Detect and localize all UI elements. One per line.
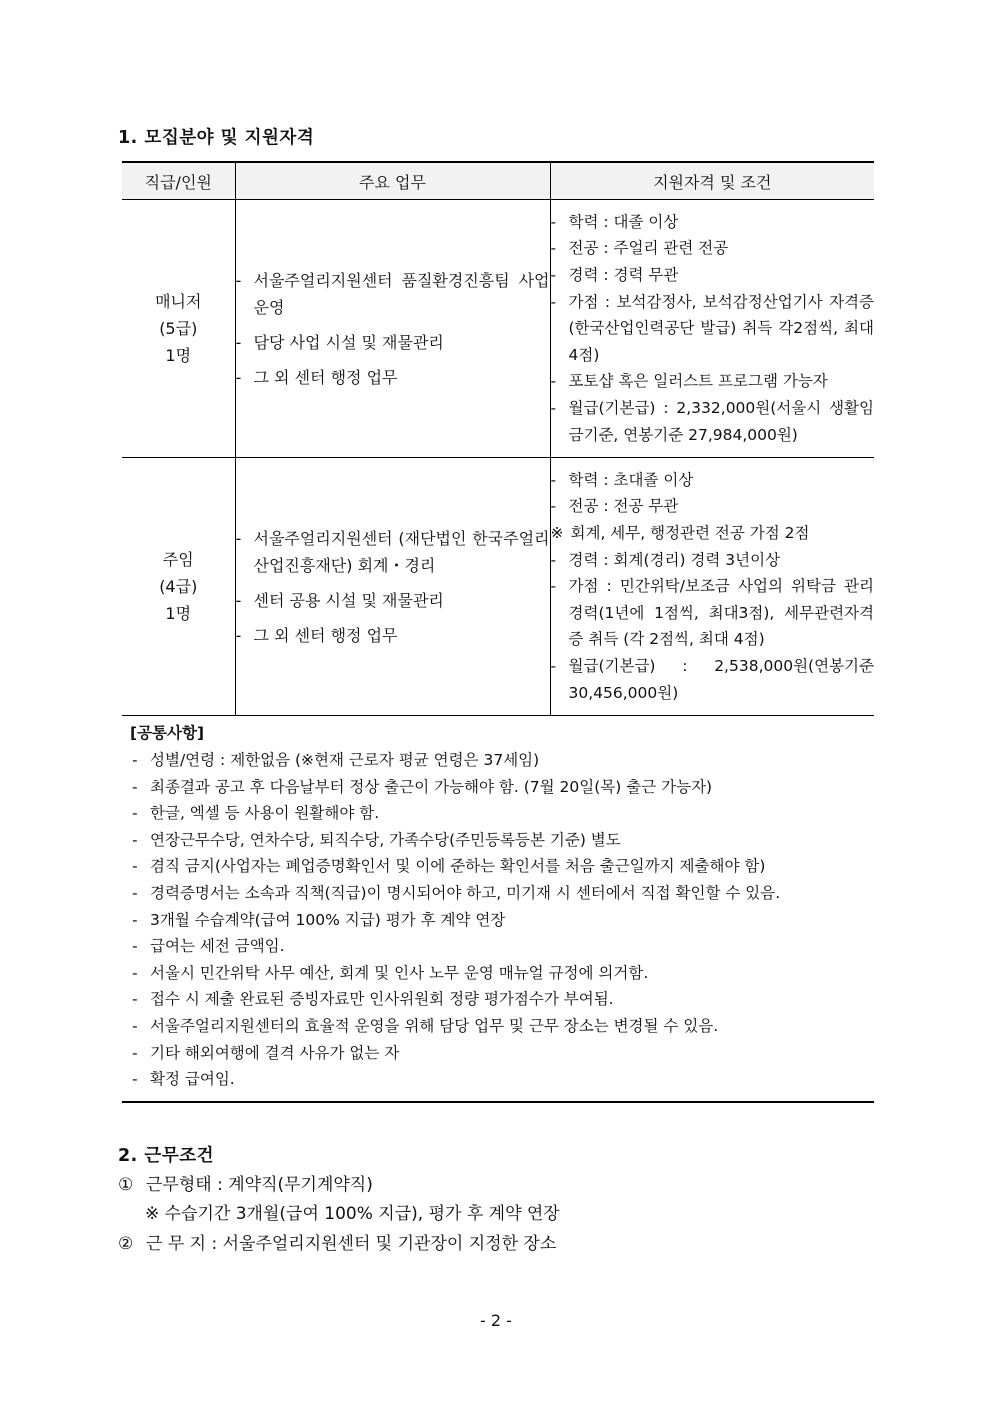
qualification-item: - 월급(기본급) : 2,332,000원(서울시 생활임금기준, 연봉기준 27,984,000원) [550, 398, 874, 444]
qualification-item: - 가점 : 민간위탁/보조금 사업의 위탁금 관리 경력(1년에 1점씩, 최대3점), 세무관련자격증 취득 (각 2점씩, 최대 4점) [550, 577, 874, 649]
recruitment-table [122, 161, 874, 716]
common-item: - 서울시 민간위탁 사무 예산, 회계 및 인사 노무 운영 매뉴얼 규정에 의거함. [132, 963, 649, 982]
qualification-item: - 학력 : 대졸 이상 [550, 212, 679, 231]
qualification-item: - 경력 : 회계(경리) 경력 3년이상 [550, 550, 781, 569]
common-item: - 접수 시 제출 완료된 증빙자료만 인사위원회 정량 평가점수가 부여됨. [132, 990, 614, 1009]
section-title-conditions: 2. 근무조건 [118, 1146, 215, 1166]
table-header-row [122, 162, 874, 200]
condition-probation-note: ※ 수습기간 3개월(급여 100% 지급), 평가 후 계약 연장 [145, 1204, 560, 1224]
position-count: 1명 [165, 604, 192, 623]
duty-item: - 담당 사업 시설 및 재물관리 [235, 332, 444, 352]
table-row [122, 200, 874, 458]
common-item: - 확정 급여임. [132, 1070, 235, 1089]
position-grade: (5급) [159, 319, 198, 338]
qualification-item: - 가점 : 보석감정사, 보석감정산업기사 자격증(한국산업인력공단 발급) 취득 각2점씩, 최대 4점) [550, 292, 874, 364]
common-item: - 성별/연령 : 제한없음 (※현재 근로자 평균 연령은 37세임) [132, 751, 540, 769]
qualification-note: ※ 회계, 세무, 행정관련 전공 가점 2점 [550, 524, 810, 543]
common-item: - 한글, 엑셀 등 사용이 원활해야 함. [132, 804, 380, 823]
common-item: - 연장근무수당, 연차수당, 퇴직수당, 가족수당(주민등록등본 기준) 별도 [132, 830, 621, 849]
condition-work-location [118, 1231, 556, 1258]
common-item: - 급여는 세전 금액임. [132, 937, 285, 956]
qualifications-cell [550, 458, 874, 716]
header-position: 직급/인원 [122, 162, 235, 200]
position-title: 매니저 [155, 292, 202, 311]
condition-text: 근 무 지 : 서울주얼리지원센터 및 기관장이 지정한 장소 [146, 1234, 557, 1254]
condition-employment-type [118, 1172, 373, 1199]
common-item: - 겸직 금지(사업자는 폐업증명확인서 및 이에 준하는 확인서를 처음 출근일까지 제출해야 함) [132, 857, 766, 876]
position-cell [122, 458, 235, 716]
qualification-item: - 전공 : 주얼리 관련 전공 [550, 239, 729, 258]
qualification-item: - 학력 : 초대졸 이상 [550, 470, 694, 489]
common-item: - 서울주얼리지원센터의 효율적 운영을 위해 담당 업무 및 근무 장소는 변경될 수 있음. [132, 1016, 719, 1035]
common-requirements [122, 714, 874, 1103]
qualification-item: - 전공 : 전공 무관 [550, 497, 679, 516]
common-item: - 3개월 수습계약(급여 100% 지급) 평가 후 계약 연장 [132, 910, 506, 929]
condition-text: 근무형태 : 계약직(무기계약직) [146, 1175, 373, 1195]
qualification-item: - 월급(기본급) : 2,538,000원(연봉기준 30,456,000원) [550, 656, 874, 702]
header-duties: 주요 업무 [235, 162, 550, 200]
duties-cell [235, 200, 550, 458]
position-count: 1명 [165, 346, 192, 365]
page-number: - 2 - [480, 1311, 512, 1330]
qualification-item: - 포토샵 혹은 일러스트 프로그램 가능자 [550, 372, 828, 391]
common-title: [공통사항] [130, 724, 205, 742]
table-row [122, 458, 874, 716]
header-qualifications: 지원자격 및 조건 [550, 162, 874, 200]
circled-number: ① [118, 1175, 134, 1195]
duty-item: - 그 외 센터 행정 업무 [235, 625, 398, 645]
duties-cell [235, 458, 550, 716]
duty-item: - 서울주얼리지원센터 품질환경진흥팀 사업 운영 [235, 270, 550, 317]
common-item: - 기타 해외여행에 결격 사유가 없는 자 [132, 1043, 400, 1062]
position-cell [122, 200, 235, 458]
duty-item: - 서울주얼리지원센터 (재단법인 한국주얼리산업진흥재단) 회계・경리 [235, 528, 550, 575]
duty-item: - 그 외 센터 행정 업무 [235, 367, 398, 387]
position-title: 주임 [162, 550, 194, 569]
position-grade: (4급) [159, 577, 198, 596]
duty-item: - 센터 공용 시설 및 재물관리 [235, 590, 444, 610]
common-item: - 경력증명서는 소속과 직책(직급)이 명시되어야 하고, 미기재 시 센터에서 직접 확인할 수 있음. [132, 883, 781, 902]
qualifications-cell [550, 200, 874, 458]
common-item: - 최종결과 공고 후 다음날부터 정상 출근이 가능해야 함. (7월 20일(목) 출근 가능자) [132, 777, 713, 796]
qualification-item: - 경력 : 경력 무관 [550, 266, 679, 285]
circled-number: ② [118, 1234, 134, 1254]
section-title-recruitment: 1. 모집분야 및 지원자격 [118, 128, 315, 148]
